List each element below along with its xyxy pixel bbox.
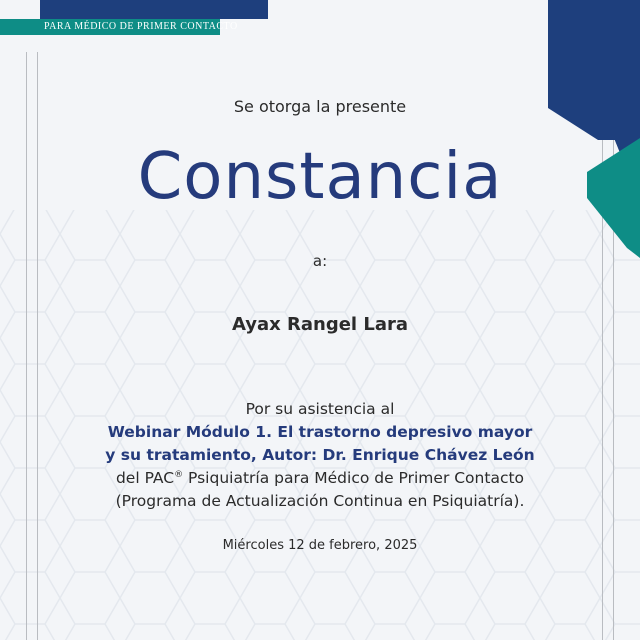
attendance-line: Por su asistencia al bbox=[245, 400, 395, 418]
logo-banner-notch bbox=[0, 0, 40, 19]
program-prefix: del PAC bbox=[115, 469, 175, 487]
logo-subtitle-bar bbox=[0, 19, 238, 35]
program-full-name: (Programa de Actualización Continua en Psiquiatría). bbox=[115, 492, 525, 510]
intro-text: Se otorga la presente bbox=[233, 97, 407, 116]
program-line bbox=[0, 467, 640, 490]
certificate-title: Constancia bbox=[137, 140, 503, 214]
registered-mark: ® bbox=[174, 469, 184, 480]
program-suffix: Psiquiatría para Médico de Primer Contacto bbox=[183, 469, 525, 487]
logo-banner bbox=[0, 0, 268, 19]
webinar-title-line-2: y su tratamiento, Autor: Dr. Enrique Chávez León bbox=[105, 446, 535, 464]
certificate-body bbox=[0, 398, 640, 513]
issue-date: Miércoles 12 de febrero, 2025 bbox=[222, 538, 418, 553]
recipient-name: Ayax Rangel Lara bbox=[231, 314, 409, 335]
corner-decoration-shapes bbox=[540, 0, 640, 260]
to-label: a: bbox=[312, 252, 328, 270]
logo-subtitle: PARA MÉDICO DE PRIMER CONTACTO bbox=[44, 21, 238, 32]
webinar-title-line-1: Webinar Módulo 1. El trastorno depresivo mayor bbox=[107, 423, 533, 441]
